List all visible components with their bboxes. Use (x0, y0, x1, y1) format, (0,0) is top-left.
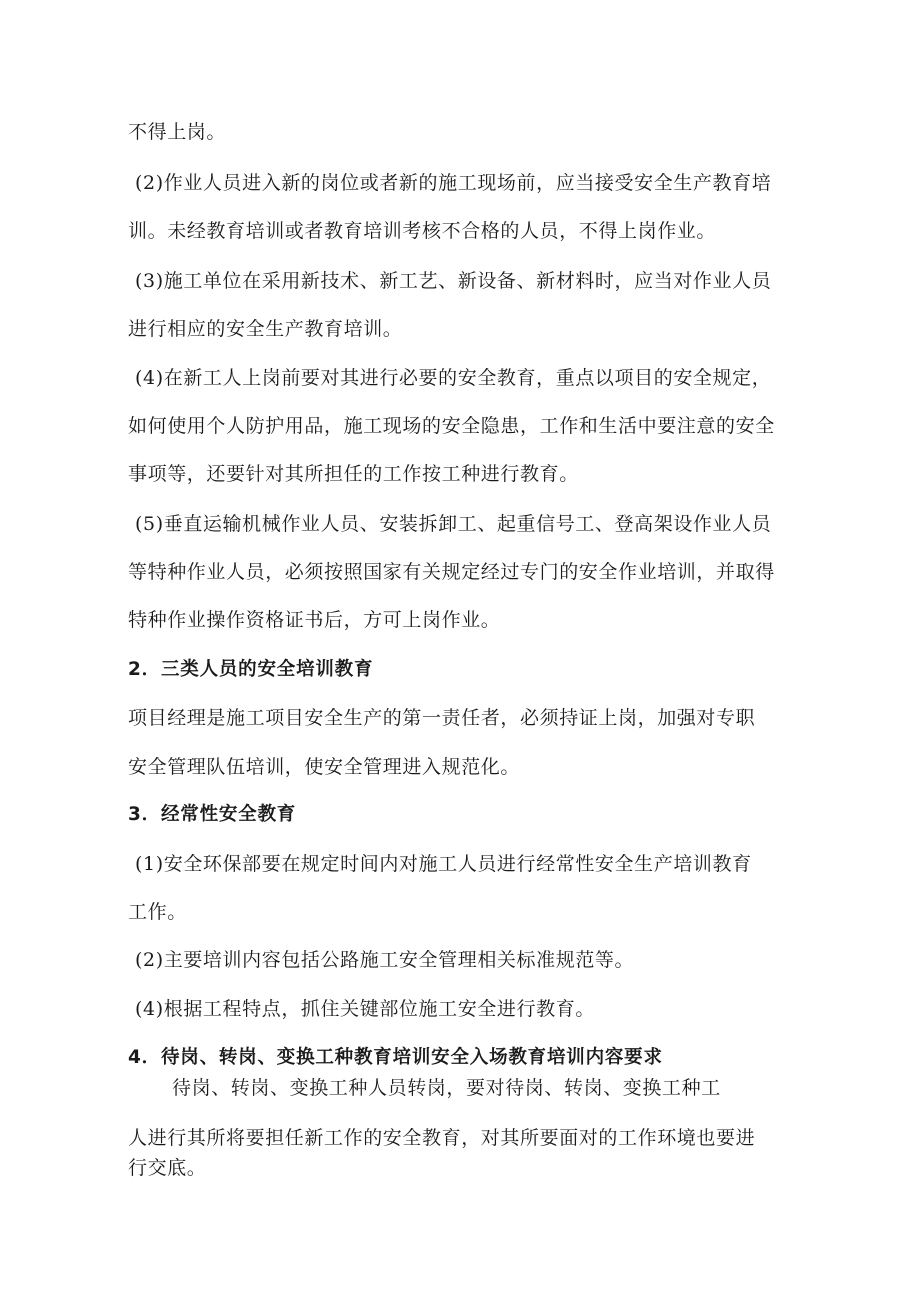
text-line-17: 工作。 (128, 901, 187, 923)
text-line-8: 事项等，还要针对其所担任的工作按工种进行教育。 (128, 463, 579, 485)
text-line-22: 人进行其所将要担任新工作的安全教育，对其所要面对的工作环境也要进 (128, 1127, 756, 1149)
text-line-6: (4)在新工人上岗前要对其进行必要的安全教育，重点以项目的安全规定， (135, 367, 772, 389)
text-line-10: 等特种作业人员，必须按照国家有关规定经过专门的安全作业培训，并取得 (128, 561, 775, 583)
text-line-23: 行交底。 (128, 1157, 207, 1179)
text-line-9: (5)垂直运输机械作业人员、安装拆卸工、起重信号工、登高架设作业人员 (135, 513, 772, 535)
text-line-2: (2)作业人员进入新的岗位或者新的施工现场前，应当接受安全生产教育培 (135, 172, 772, 194)
text-line-19: (4)根据工程特点，抓住关键部位施工安全进行教育。 (135, 998, 595, 1020)
text-line-18: (2)主要培训内容包括公路施工安全管理相关标准规范等。 (135, 949, 635, 971)
section-heading-4: 4．待岗、转岗、变换工种教育培训安全入场教育培训内容要求 (128, 1047, 663, 1068)
text-line-5: 进行相应的安全生产教育培训。 (128, 318, 403, 340)
text-line-4: (3)施工单位在采用新技术、新工艺、新设备、新材料时，应当对作业人员 (135, 270, 772, 292)
text-line-21: 待岗、转岗、变换工种人员转岗，要对待岗、转岗、变换工种工 (172, 1077, 721, 1099)
text-line-13: 项目经理是施工项目安全生产的第一责任者，必须持证上岗，加强对专职 (128, 707, 756, 729)
text-line-1: 不得上岗。 (128, 121, 227, 143)
text-line-11: 特种作业操作资格证书后，方可上岗作业。 (128, 609, 501, 631)
text-line-3: 训。未经教育培训或者教育培训考核不合格的人员，不得上岗作业。 (128, 220, 717, 242)
section-heading-2: 2．三类人员的安全培训教育 (128, 659, 374, 680)
section-heading-3: 3．经常性安全教育 (128, 804, 297, 825)
text-line-16: (1)安全环保部要在规定时间内对施工人员进行经常性安全生产培训教育 (135, 853, 752, 875)
text-line-14: 安全管理队伍培训，使安全管理进入规范化。 (128, 756, 521, 778)
text-line-7: 如何使用个人防护用品，施工现场的安全隐患，工作和生活中要注意的安全 (128, 415, 775, 437)
